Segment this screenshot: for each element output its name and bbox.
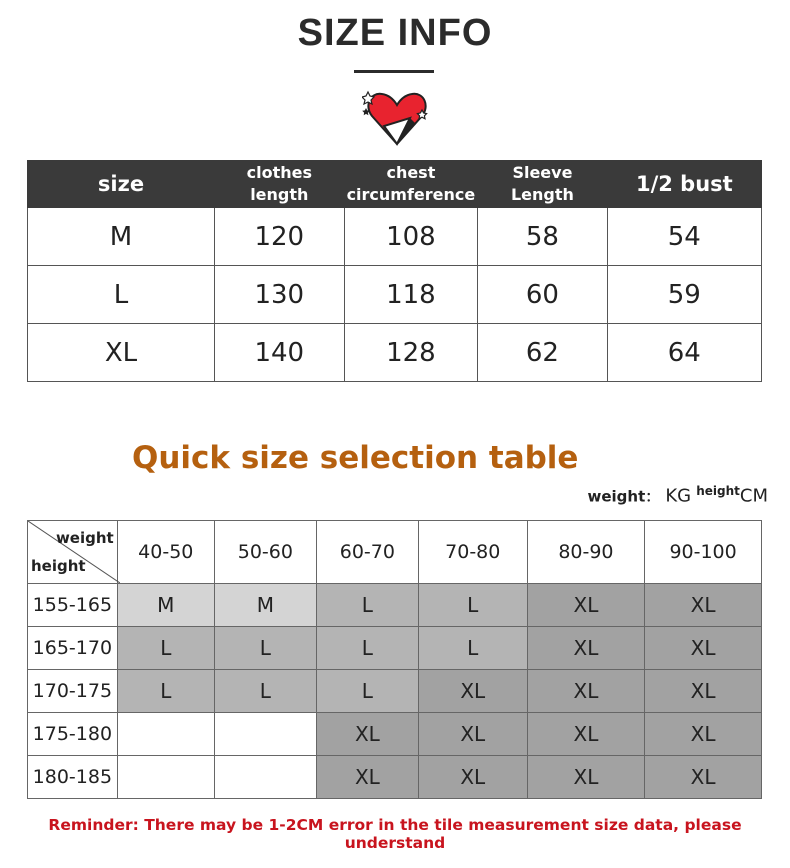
cell-sleeve: 60 <box>478 266 607 324</box>
size-cell: L <box>418 584 527 627</box>
cell-size: M <box>28 208 215 266</box>
size-cell: XL <box>316 713 418 756</box>
heart-icon <box>362 86 432 152</box>
cell-sleeve: 62 <box>478 324 607 382</box>
cell-chest: 108 <box>344 208 478 266</box>
size-cell: L <box>316 584 418 627</box>
table-row <box>28 756 762 799</box>
table-row <box>28 208 762 266</box>
header-chest-line1: chest <box>386 163 436 182</box>
header-clothes-line2: length <box>250 185 309 204</box>
corner-cell <box>28 521 118 584</box>
header-chest <box>344 161 478 208</box>
size-cell <box>117 713 214 756</box>
size-cell: XL <box>527 627 645 670</box>
weight-range-header: 60-70 <box>316 521 418 584</box>
cell-clothes-length: 130 <box>215 266 345 324</box>
size-cell: M <box>117 584 214 627</box>
size-cell: XL <box>645 713 762 756</box>
size-cell: XL <box>527 713 645 756</box>
header-size: size <box>28 161 215 208</box>
title-underline <box>354 70 434 73</box>
size-cell <box>214 756 316 799</box>
cell-clothes-length: 140 <box>215 324 345 382</box>
quick-table-header-row <box>28 521 762 584</box>
cell-half-bust: 54 <box>607 208 761 266</box>
quick-table-title: Quick size selection table <box>132 440 579 476</box>
size-cell: L <box>316 627 418 670</box>
table-row <box>28 670 762 713</box>
unit-kg: KG <box>665 485 692 507</box>
reminder-note: Reminder: There may be 1-2CM error in the tile measurement size data, please understand <box>48 816 742 852</box>
height-range-label: 170-175 <box>28 670 118 713</box>
size-cell: L <box>316 670 418 713</box>
cell-chest: 128 <box>344 324 478 382</box>
size-cell: L <box>418 627 527 670</box>
size-cell: L <box>117 627 214 670</box>
weight-range-header: 40-50 <box>117 521 214 584</box>
height-range-label: 180-185 <box>28 756 118 799</box>
size-cell: XL <box>527 756 645 799</box>
cell-chest: 118 <box>344 266 478 324</box>
header-sleeve-length: Sleeve Length <box>478 161 607 208</box>
size-cell: XL <box>527 670 645 713</box>
size-cell: XL <box>645 670 762 713</box>
size-cell: XL <box>418 713 527 756</box>
page-title: SIZE INFO <box>297 12 493 54</box>
cell-half-bust: 59 <box>607 266 761 324</box>
table-row <box>28 324 762 382</box>
size-cell: XL <box>527 584 645 627</box>
size-cell <box>214 713 316 756</box>
cell-half-bust: 64 <box>607 324 761 382</box>
size-cell: L <box>117 670 214 713</box>
weight-range-header: 90-100 <box>645 521 762 584</box>
header-clothes-length <box>215 161 345 208</box>
size-cell: XL <box>645 756 762 799</box>
unit-legend <box>588 484 769 506</box>
cell-clothes-length: 120 <box>215 208 345 266</box>
height-range-label: 155-165 <box>28 584 118 627</box>
size-info-table <box>27 160 762 382</box>
corner-height-label: height <box>31 557 86 575</box>
weight-range-header: 70-80 <box>418 521 527 584</box>
cell-size: XL <box>28 324 215 382</box>
cell-size: L <box>28 266 215 324</box>
header-half-bust: 1/2 bust <box>607 161 761 208</box>
size-cell: XL <box>316 756 418 799</box>
cell-sleeve: 58 <box>478 208 607 266</box>
table-row <box>28 266 762 324</box>
size-cell <box>117 756 214 799</box>
unit-weight-label: weight： <box>587 487 661 506</box>
size-table-header-row <box>28 161 762 208</box>
table-row <box>28 584 762 627</box>
unit-height-label: height <box>696 484 740 498</box>
size-cell: L <box>214 670 316 713</box>
height-range-label: 165-170 <box>28 627 118 670</box>
weight-range-header: 80-90 <box>527 521 645 584</box>
quick-size-table <box>27 520 762 799</box>
size-cell: XL <box>418 670 527 713</box>
header-clothes-line1: clothes <box>246 163 312 182</box>
size-cell: M <box>214 584 316 627</box>
size-cell: XL <box>645 584 762 627</box>
corner-weight-label: weight <box>55 529 114 547</box>
height-range-label: 175-180 <box>28 713 118 756</box>
table-row <box>28 627 762 670</box>
unit-cm: CM <box>739 485 768 507</box>
size-cell: XL <box>418 756 527 799</box>
size-cell: XL <box>645 627 762 670</box>
weight-range-header: 50-60 <box>214 521 316 584</box>
header-chest-line2: circumference <box>346 185 476 204</box>
size-cell: L <box>214 627 316 670</box>
table-row <box>28 713 762 756</box>
